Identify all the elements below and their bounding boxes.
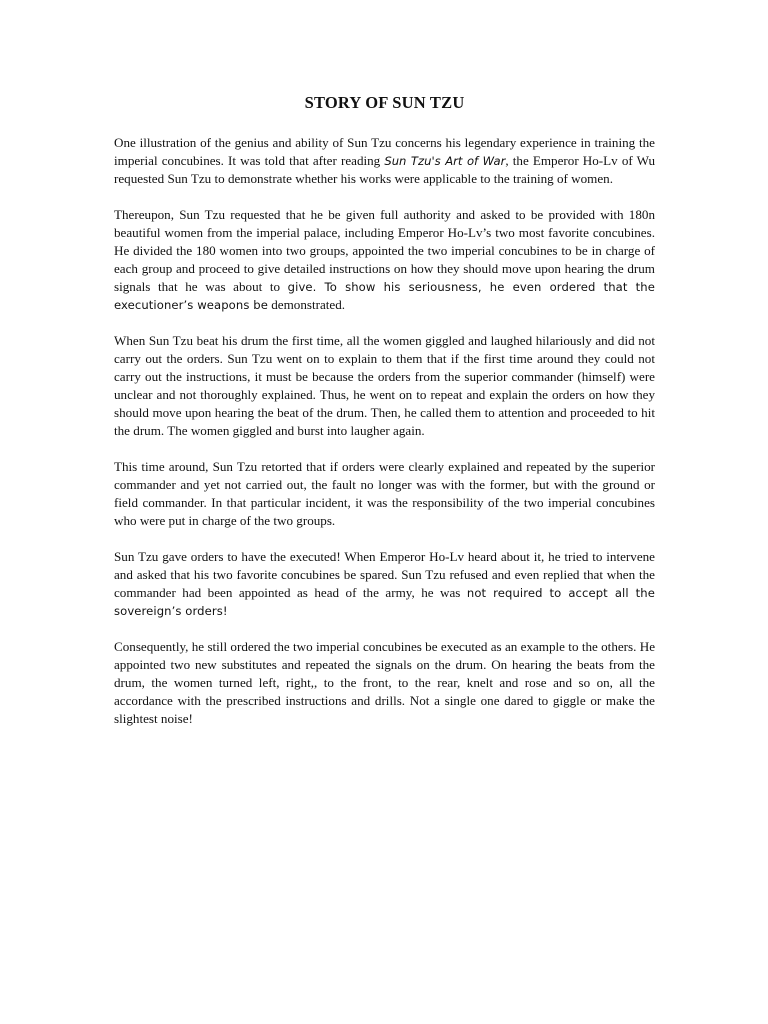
paragraph-5-text-a: Sun Tzu gave orders to have the executed! When Emperor Ho-Lv heard about it, he tried to intervene and asked that his two favorite concubines be spared. Sun Tzu refused and even replied that when the commander had been appointed as head of the army, he was [114,549,655,600]
page-title: STORY OF SUN TZU [304,93,465,112]
document-page [114,92,655,746]
paragraph-1-text-b: , the Emperor Ho-Lv of Wu requested Sun Tzu to demonstrate whether his works were applicable to the training of women. [114,153,655,186]
paragraph-5 [114,548,655,620]
book-title: Sun Tzu's Art of War [384,154,506,168]
paragraph-6: Consequently, he still ordered the two imperial concubines be executed as an example to the others. He appointed two new substitutes and repeated the signals on the drum. On hearing the beats from the drum, the women turned left, right,, to the front, to the rear, knelt and rose and so on, all the accordance with the prescribed instructions and drills. Not a single one dared to giggle or make the slightest noise! [114,639,655,726]
paragraph-2-text-b: give. To show his seriousness, he even ordered that the executioner’s weapons be [114,280,655,312]
paragraph-1 [114,134,655,188]
paragraph-3: When Sun Tzu beat his drum the first time, all the women giggled and laughed hilariously and did not carry out the orders. Sun Tzu went on to explain to them that if the first time around they could not carry out the instructions, it must be because the orders from the superior commander (himself) were unclear and not thoroughly explained. Thus, he went on to repeat and explain the orders on how they should move upon hearing the beat of the drum. Then, he called them to attention and proceeded to hit the drum. The women giggled and burst into laugher again. [114,333,655,438]
paragraph-4: This time around, Sun Tzu retorted that if orders were clearly explained and repeated by the superior commander and yet not carried out, the fault no longer was with the former, but with the ground or field commander. In that particular incident, it was the responsibility of the two imperial concubines who were put in charge of the two groups. [114,459,655,528]
paragraph-2-text-a: Thereupon, Sun Tzu requested that he be given full authority and asked to be provided with 180n beautiful women from the imperial palace, including Emperor Ho-Lv’s two most favorite concubines. He divided the 180 women into two groups, appointed the two imperial concubines to be in charge of each group and proceed to give detailed instructions on how they should move upon hearing the drum signals that he was about to [114,207,655,294]
paragraph-1-text-a: One illustration of the genius and ability of Sun Tzu concerns his legendary experience in training the imperial concubines. It was told that after reading [114,135,655,168]
paragraph-2-text-c: demonstrated. [267,297,346,312]
paragraph-5-text-b: not required to accept all the sovereign’s orders! [114,586,655,618]
paragraph-2 [114,206,655,314]
